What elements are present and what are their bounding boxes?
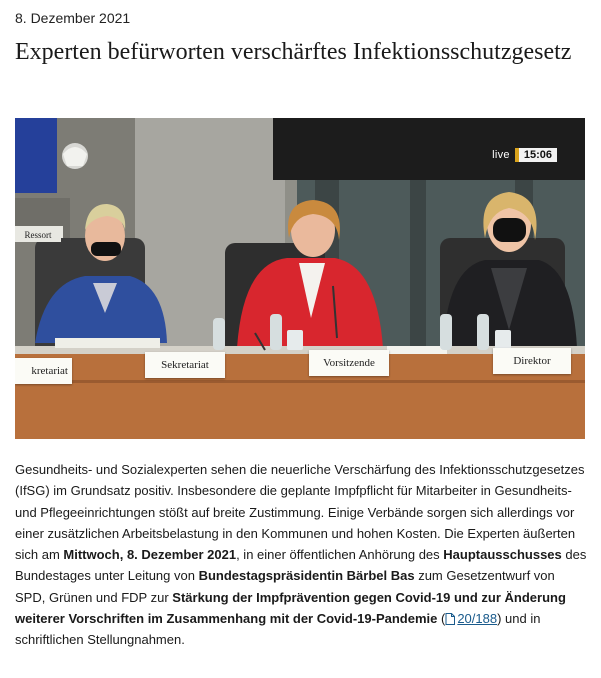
eagle-emblem-icon — [62, 143, 88, 169]
body-president-bold: Bundestagspräsidentin Bärbel Bas — [198, 568, 415, 584]
body-text-4: zum Gesetzentwurf von SPD, Grünen und FDP zur — [15, 568, 555, 605]
body-date-bold: Mittwoch, 8. Dezember 2021 — [63, 547, 237, 563]
body-text-1: Gesundheits- und Sozialexperten sehen die neuerliche Verschärfung des Infektionsschutzgesetzes (IfSG) im Grundsatz positiv. Insbesondere die geplante Impfpflicht für Mitarbeiter in Gesundheits- und Pflegeeinrichtungen stößt auf breite Zustimmung. Einige Verbände sorgen sich allerdings vor einer zusätzlichen Arbeitsbelastung in den Kommunen und hohen Kosten. Die Experten äußerten sich am — [15, 462, 585, 563]
body-committee-bold: Hauptausschusses — [443, 547, 562, 563]
nameplate-sekretariat: Sekretariat — [145, 352, 225, 378]
body-text-2: , in einer öffentlichen Anhörung des — [236, 547, 444, 563]
document-link[interactable] — [445, 611, 497, 626]
nameplate-sekretariat-cut: kretariat — [15, 358, 72, 384]
document-link-label: 20/188 — [457, 611, 498, 627]
live-time: 15:06 — [515, 148, 557, 162]
body-text-5: ( — [437, 611, 446, 627]
body-text-3: des Bundestages unter Leitung von — [15, 547, 587, 584]
body-text-6: ) und in schriftlichen Stellungnahmen. — [15, 611, 541, 648]
document-icon — [445, 613, 455, 625]
body-bill-title-bold: Stärkung der Impfprävention gegen Covid-19 und zur Änderung weiterer Vorschriften im Zusammenhang mit der Covid-19-Pandemie — [15, 589, 566, 627]
live-label: live — [492, 149, 510, 161]
nameplate-ressort: Ressort — [15, 228, 61, 242]
article-headline: Experten befürworten verschärftes Infektionsschutzgesetz — [15, 39, 572, 65]
hearing-photo-illustration — [15, 118, 585, 439]
nameplate-direktor: Direktor — [493, 348, 571, 374]
nameplate-vorsitzende: Vorsitzende — [309, 350, 389, 376]
article-date: 8. Dezember 2021 — [15, 10, 131, 26]
live-badge — [492, 148, 557, 162]
article-photo — [15, 118, 585, 439]
article-body — [15, 459, 587, 651]
